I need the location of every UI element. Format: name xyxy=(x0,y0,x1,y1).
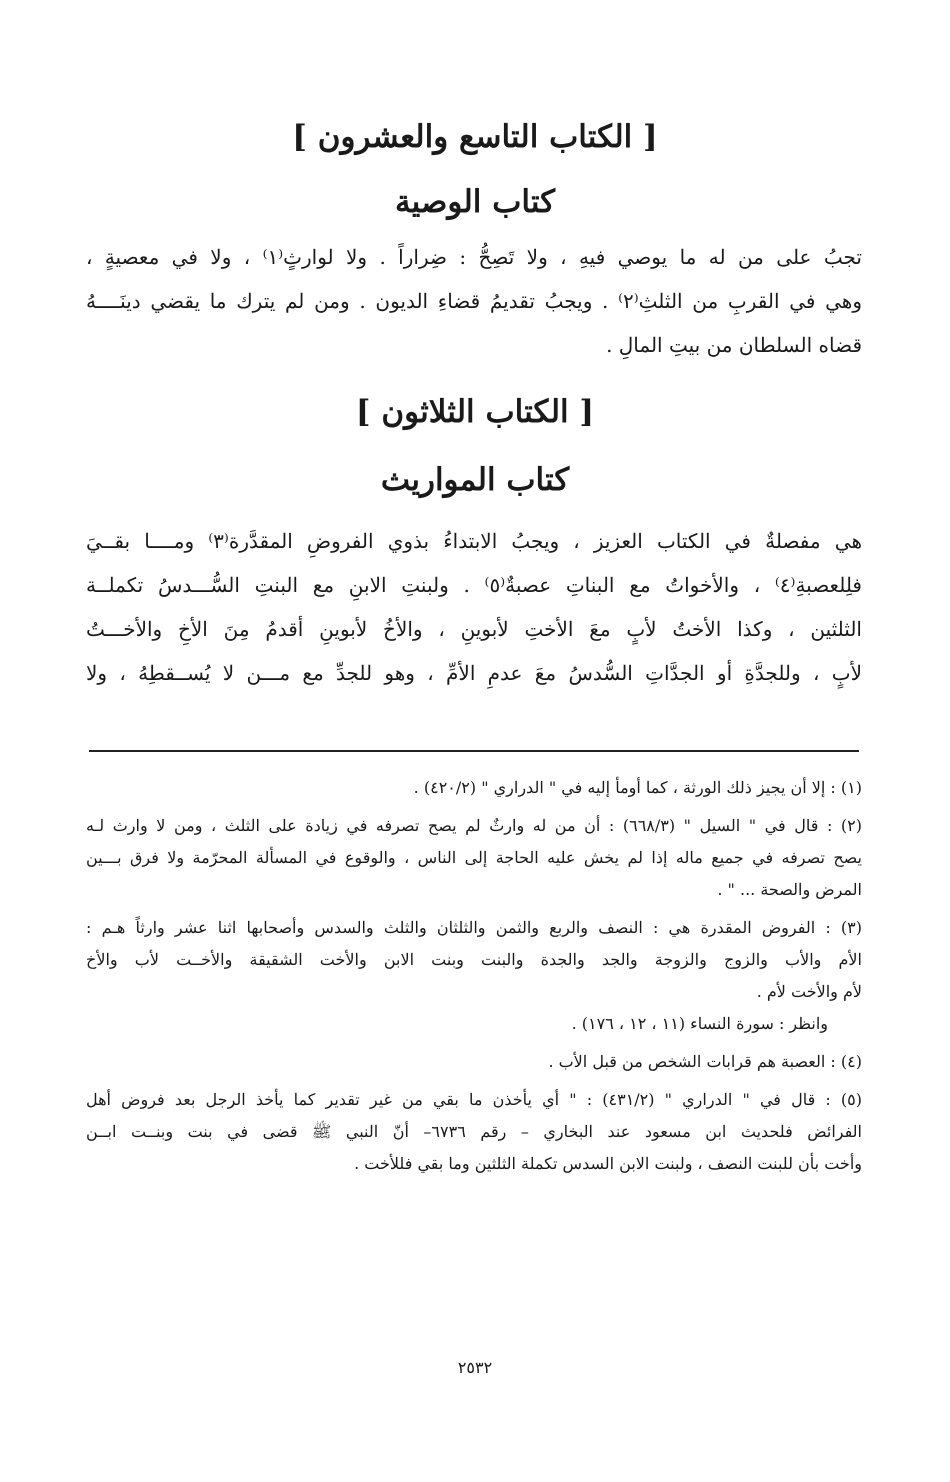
footnote-line: (١) : إلا أن يجيز ذلك الورثة ، كما أومأ إليه في " الدراري " (٤٢٠/٢) . xyxy=(413,778,862,797)
footnote-line: (٤) : العصبة هم قرابات الشخص من قبل الأب . xyxy=(548,1052,862,1071)
text-line: هي مفصلةٌ في الكتاب العزيز ، ويجبُ الابتداءُ بذوي الفروضِ المقدَّرة⁽٣⁾ ومــــا بقــيَ xyxy=(86,529,862,553)
text-line: لأبٍ ، وللجدَّةِ أو الجدَّاتِ السُّدسُ معَ عدمِ الأمِّ ، وهو للجدِّ مع مـــن لا يُســقطِهُ ، ولا xyxy=(86,661,862,685)
heading-book-30: [ الكتاب الثلاثون ] xyxy=(355,394,595,430)
footnote-separator xyxy=(89,750,859,752)
heading-kitab-al-mawarith: كتاب المواريث xyxy=(380,462,570,498)
paragraph-wasiyya xyxy=(86,235,862,367)
paragraph-mawarith xyxy=(86,519,862,695)
heading-kitab-al-wasiyya: كتاب الوصية xyxy=(395,184,555,220)
footnote-line: (٣) : الفروض المقدرة هي : النصف والربع والثمن والثلثان والثلث والسدس وأصحابها اثنا عشر وارثاً هـم : xyxy=(86,918,862,937)
text-line: تجبُ على من له ما يوصي فيهِ ، ولا تَصِحُّ : ضِراراً . ولا لوارثٍ⁽١⁾ ، ولا في معصيةٍ ، xyxy=(86,245,862,269)
footnote-4 xyxy=(86,1046,862,1078)
heading-book-29: [ الكتاب التاسع والعشرون ] xyxy=(292,119,658,155)
footnote-3 xyxy=(86,912,862,1040)
footnote-1 xyxy=(86,772,862,804)
footnote-line: وأخت بأن للبنت النصف ، ولبنت الابن السدس تكملة الثلثين وما بقي فللأخت . xyxy=(354,1154,862,1173)
footnote-2 xyxy=(86,810,862,906)
footnotes xyxy=(86,772,862,1186)
footnote-5 xyxy=(86,1084,862,1180)
footnote-line: (٥) : قال في " الدراري " (٤٣١/٢) : " أي يأخذن ما بقي من غير تقدير كما يأخذ الرجل بعد فروض أهل xyxy=(86,1090,862,1109)
text-line: فلِلعصبةِ⁽٤⁾ ، والأخواتُ مع البناتِ عصبةٌ⁽٥⁾ . ولبنتِ الابنِ مع البنتِ السُّـــدسُ تكملــة xyxy=(86,573,862,597)
footnote-line: لأم والأخت لأم . xyxy=(756,982,862,1001)
page-number: ٢٥٣٢ xyxy=(457,1358,493,1377)
footnote-line: يصح تصرفه في جميع ماله إذا لم يخش عليه الحاجة إلى الناس ، والوقوع في المسألة المحرّمة ولا فرق بـــين xyxy=(86,848,862,867)
footnote-reference-line: وانظر : سورة النساء (١١ ، ١٢ ، ١٧٦) . xyxy=(571,1014,828,1033)
text-line: الثلثين ، وكذا الأختُ لأبٍ معَ الأختِ لأبوينِ ، والأخُ لأبوينِ أقدمُ مِنَ الأخِ والأخـــتُ xyxy=(86,617,862,641)
footnote-line: (٢) : قال في " السيل " (٦٦٨/٣) : أن من له وارثٌ لم يصح تصرفه في زيادة على الثلث ، ومن لا وارث لـه xyxy=(86,816,862,835)
footnote-line: الأم والأب والزوج والزوجة والجد والجدة والبنت وبنت الابن والأخت الشقيقة والأخــت لأب والأخ xyxy=(86,950,862,969)
footnote-line: المرض والصحة ... " . xyxy=(717,880,862,899)
text-line: قضاه السلطان من بيتِ المالِ . xyxy=(606,333,862,357)
footnote-line: الفرائض فلحديث ابن مسعود عند البخاري – رقم ٦٧٣٦– أنّ النبي ﷺ قضى في بنت وبنــت ابــن xyxy=(86,1122,862,1141)
text-line: وهي في القربِ من الثلثِ⁽٢⁾ . ويجبُ تقديمُ قضاءِ الديون . ومن لم يترك ما يقضي دينَــــهُ xyxy=(86,289,862,313)
